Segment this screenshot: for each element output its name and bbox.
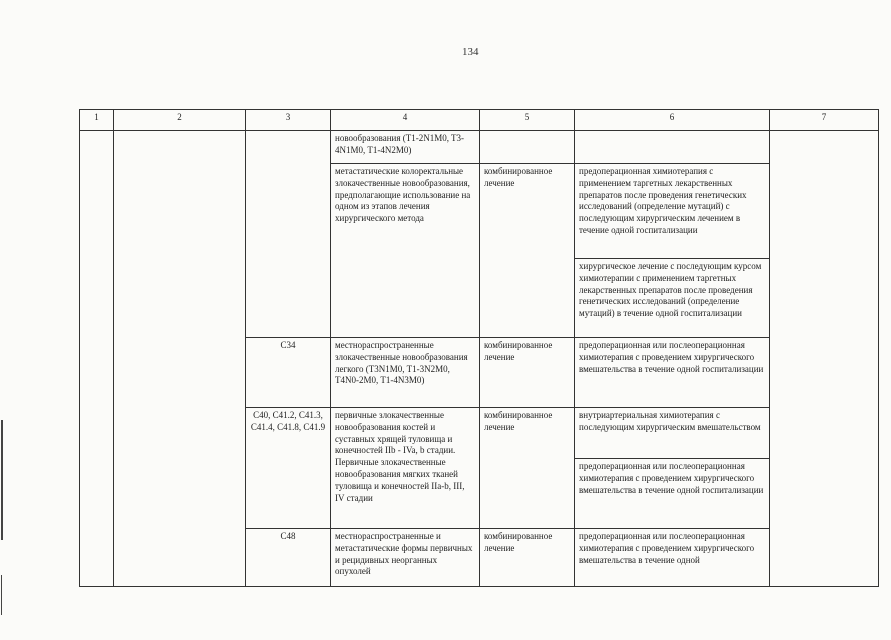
table-row bbox=[80, 131, 879, 164]
codes-cell: C40, C41.2, C41.3, C41.4, C41.8, C41.9 bbox=[246, 408, 331, 529]
col7-cell bbox=[770, 131, 879, 587]
column-header: 2 bbox=[114, 110, 246, 131]
condition-cell: местнораспространенные и метастатические формы первичных и рецидивных неорганных опухолей bbox=[331, 529, 480, 587]
codes-cell: C48 bbox=[246, 529, 331, 587]
column-header: 1 bbox=[80, 110, 114, 131]
scan-edge-mark bbox=[1, 420, 3, 540]
condition-cell: местнораспространенные злокачественные новообразования легкого (T3N1M0, T1-3N2M0, T4N0-2M0, T1-4N3M0) bbox=[331, 338, 480, 408]
treatment-cell: комбинированное лечение bbox=[480, 164, 575, 338]
method-cell: внутриартериальная химиотерапия с последующим хирургическим вмешательством bbox=[575, 408, 770, 459]
medical-care-table bbox=[79, 109, 879, 587]
codes-cell: C34 bbox=[246, 338, 331, 408]
column-header: 5 bbox=[480, 110, 575, 131]
codes-cell bbox=[246, 131, 331, 338]
condition-cell: новообразования (T1-2N1M0, T3-4N1M0, T1-4N2M0) bbox=[331, 131, 480, 164]
condition-cell: метастатические колоректальные злокачественные новообразования, предполагающие использование на одном из этапов лечения хирургического метода bbox=[331, 164, 480, 338]
method-cell bbox=[575, 131, 770, 164]
method-cell: хирургическое лечение с последующим курсом химиотерапии с применением таргетных лекарственных препаратов после проведения генетических исследований (определение мутаций) в течение одной госпитализации bbox=[575, 259, 770, 338]
column-header: 7 bbox=[770, 110, 879, 131]
method-cell: предоперационная или послеоперационная химиотерапия с проведением хирургического вмешательства в течение одной bbox=[575, 529, 770, 587]
column-header: 4 bbox=[331, 110, 480, 131]
treatment-cell: комбинированное лечение bbox=[480, 338, 575, 408]
method-cell: предоперационная или послеоперационная химиотерапия с проведением хирургического вмешательства в течение одной госпитализации bbox=[575, 459, 770, 529]
col2-cell bbox=[114, 131, 246, 587]
treatment-cell: комбинированное лечение bbox=[480, 529, 575, 587]
page-number: 134 bbox=[462, 46, 479, 58]
table-header-row bbox=[80, 110, 879, 131]
column-header: 3 bbox=[246, 110, 331, 131]
method-cell: предоперационная или послеоперационная химиотерапия с проведением хирургического вмешательства в течение одной госпитализации bbox=[575, 338, 770, 408]
method-cell: предоперационная химиотерапия с применением таргетных лекарственных препаратов после проведения генетических исследований (определение мутаций) с последующим хирургическим лечением в течение одной госпитализации bbox=[575, 164, 770, 259]
treatment-cell bbox=[480, 131, 575, 164]
scan-edge-mark bbox=[1, 575, 2, 615]
condition-cell: первичные злокачественные новообразования костей и суставных хрящей туловища и конечностей IIb - IVa, b стадии. Первичные злокачественные новообразования мягких тканей туловища и конечностей IIa-b, III, IV стадии bbox=[331, 408, 480, 529]
column-header: 6 bbox=[575, 110, 770, 131]
col1-cell bbox=[80, 131, 114, 587]
treatment-cell: комбинированное лечение bbox=[480, 408, 575, 529]
